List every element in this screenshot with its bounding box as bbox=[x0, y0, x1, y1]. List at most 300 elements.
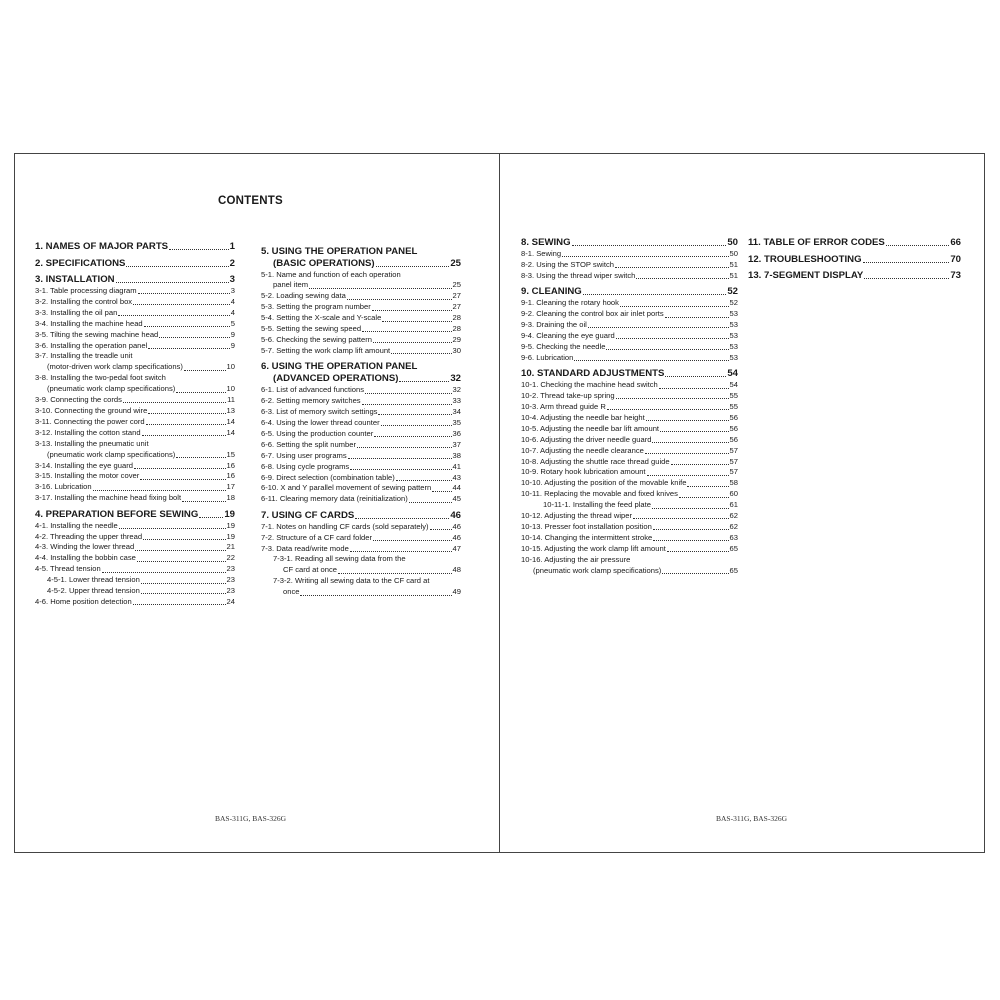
toc-entry bbox=[261, 587, 461, 598]
toc-entry-title: CF card at once bbox=[283, 565, 338, 575]
toc-page-number: 37 bbox=[452, 439, 461, 449]
toc-section-entry bbox=[261, 258, 461, 270]
toc-entry bbox=[521, 424, 738, 435]
toc-entry-title: (pneumatic work clamp specifications) bbox=[47, 449, 176, 459]
toc-entry-title: 7-3-2. Writing all sewing data to the CF card at bbox=[273, 576, 430, 586]
toc-page-number: 55 bbox=[729, 391, 738, 401]
toc-entry-title: 6-1. List of advanced functions bbox=[261, 385, 365, 395]
dot-leader bbox=[374, 436, 451, 437]
toc-entry-title: 7-1. Notes on handling CF cards (sold separately) bbox=[261, 521, 429, 531]
dot-leader bbox=[647, 475, 729, 476]
toc-page-number: 65 bbox=[729, 543, 738, 553]
toc-entry bbox=[521, 500, 738, 511]
dot-leader bbox=[373, 342, 452, 343]
toc-section-entry bbox=[35, 509, 235, 521]
toc-column-2 bbox=[261, 241, 461, 598]
toc-page-number: 53 bbox=[729, 352, 738, 362]
toc-entry bbox=[261, 396, 461, 407]
dot-leader bbox=[142, 435, 226, 436]
dot-leader bbox=[176, 457, 225, 458]
toc-entry-title: (pneumatic work clamp specifications) bbox=[533, 565, 662, 575]
dot-leader bbox=[662, 573, 728, 574]
toc-entry bbox=[261, 554, 461, 565]
toc-page-number: 28 bbox=[452, 324, 461, 334]
toc-page-number: 60 bbox=[729, 489, 738, 499]
toc-page-number: 16 bbox=[226, 460, 235, 470]
toc-entry-title: (ADVANCED OPERATIONS) bbox=[273, 373, 399, 385]
toc-entry-title: 6-5. Using the production counter bbox=[261, 428, 374, 438]
toc-entry bbox=[35, 406, 235, 417]
dot-leader bbox=[169, 249, 229, 250]
dot-leader bbox=[864, 278, 949, 279]
toc-entry bbox=[261, 346, 461, 357]
toc-entry bbox=[261, 335, 461, 346]
toc-page-number: 36 bbox=[452, 428, 461, 438]
toc-section-entry bbox=[521, 286, 738, 298]
dot-leader bbox=[362, 331, 451, 332]
toc-page-number: 56 bbox=[729, 423, 738, 433]
dot-leader bbox=[396, 480, 452, 481]
toc-page-number: 51 bbox=[729, 259, 738, 269]
toc-entry-title: 3-16. Lubrication bbox=[35, 482, 92, 492]
dot-leader bbox=[430, 529, 452, 530]
toc-entry bbox=[521, 467, 738, 478]
dot-leader bbox=[373, 540, 452, 541]
toc-entry-title: 1. NAMES OF MAJOR PARTS bbox=[35, 241, 169, 252]
toc-section-entry bbox=[35, 274, 235, 286]
dot-leader bbox=[365, 393, 452, 394]
toc-entry-title: 7. USING CF CARDS bbox=[261, 509, 355, 521]
toc-entry-title: 9. CLEANING bbox=[521, 286, 582, 298]
toc-page-number: 29 bbox=[452, 334, 461, 344]
toc-entry-title: 10-5. Adjusting the needle bar lift amount bbox=[521, 423, 660, 433]
dot-leader bbox=[118, 315, 229, 316]
dot-leader bbox=[652, 442, 728, 443]
toc-entry bbox=[35, 597, 235, 608]
toc-entry bbox=[521, 342, 738, 353]
dot-leader bbox=[606, 349, 728, 350]
dot-leader bbox=[184, 370, 226, 371]
dot-leader bbox=[141, 583, 226, 584]
toc-page-number: 10 bbox=[226, 384, 235, 394]
toc-entry-title: 6-2. Setting memory switches bbox=[261, 396, 361, 406]
toc-entry bbox=[261, 473, 461, 484]
toc-section-entry bbox=[35, 258, 235, 270]
dot-leader bbox=[391, 353, 451, 354]
toc-entry bbox=[261, 483, 461, 494]
toc-page-number: 53 bbox=[729, 330, 738, 340]
toc-entry bbox=[35, 471, 235, 482]
dot-leader bbox=[133, 604, 226, 605]
toc-entry-title: 11. TABLE OF ERROR CODES bbox=[748, 237, 885, 248]
dot-leader bbox=[646, 420, 729, 421]
toc-section-entry bbox=[521, 237, 738, 249]
toc-entry bbox=[261, 440, 461, 451]
dot-leader bbox=[135, 550, 225, 551]
toc-page-number: 46 bbox=[452, 521, 461, 531]
toc-column-1 bbox=[35, 241, 235, 608]
toc-entry-title: 10-11-1. Installing the feed plate bbox=[543, 500, 651, 510]
toc-entry-title: 4-5-2. Upper thread tension bbox=[47, 586, 140, 596]
toc-page-number: 50 bbox=[729, 249, 738, 258]
toc-entry-title: 3-17. Installing the machine head fixing bolt bbox=[35, 493, 182, 503]
toc-page-number: 14 bbox=[226, 416, 235, 426]
toc-entry bbox=[35, 450, 235, 461]
dot-leader bbox=[357, 447, 452, 448]
toc-entry bbox=[521, 249, 738, 260]
toc-section-entry bbox=[521, 368, 738, 380]
toc-entry bbox=[261, 280, 461, 291]
dot-leader bbox=[141, 593, 226, 594]
dot-leader bbox=[667, 551, 729, 552]
toc-page-number: 30 bbox=[452, 345, 461, 355]
toc-page-number: 63 bbox=[729, 532, 738, 542]
dot-leader bbox=[671, 464, 729, 465]
toc-entry-title: 6-10. X and Y parallel movement of sewing pattern bbox=[261, 483, 432, 493]
toc-page-number: 53 bbox=[729, 320, 738, 330]
toc-entry bbox=[35, 439, 235, 450]
toc-page-number: 32 bbox=[450, 373, 461, 385]
toc-entry-title: 4. PREPARATION BEFORE SEWING bbox=[35, 508, 199, 520]
footer-model: BAS-311G, BAS-326G bbox=[215, 814, 286, 823]
toc-entry bbox=[35, 575, 235, 586]
toc-entry-title: 5-5. Setting the sewing speed bbox=[261, 324, 362, 334]
toc-entry-title: 7-3-1. Reading all sewing data from the bbox=[273, 554, 406, 564]
dot-leader bbox=[133, 304, 230, 305]
toc-entry bbox=[35, 297, 235, 308]
toc-page-number: 52 bbox=[729, 298, 738, 308]
toc-entry bbox=[261, 313, 461, 324]
dot-leader bbox=[123, 402, 226, 403]
toc-entry-title: 10-12. Adjusting the thread wiper bbox=[521, 511, 633, 521]
toc-entry-title: 6-8. Using cycle programs bbox=[261, 461, 350, 471]
dot-leader bbox=[300, 595, 451, 596]
toc-entry bbox=[521, 353, 738, 364]
toc-page-number: 3 bbox=[229, 274, 235, 285]
toc-section-entry bbox=[261, 510, 461, 522]
toc-entry-title: 9-4. Cleaning the eye guard bbox=[521, 330, 615, 340]
toc-entry-title: 8. SEWING bbox=[521, 237, 571, 248]
toc-entry bbox=[261, 324, 461, 335]
toc-entry bbox=[261, 522, 461, 533]
toc-entry-title: 9-6. Lubrication bbox=[521, 352, 574, 362]
toc-entry bbox=[35, 564, 235, 575]
toc-page-number: 51 bbox=[729, 270, 738, 280]
toc-entry-title: 5-2. Loading sewing data bbox=[261, 291, 346, 301]
toc-entry-title: 3-8. Installing the two-pedal foot switch bbox=[35, 373, 166, 383]
toc-page-number: 19 bbox=[224, 508, 235, 520]
toc-section-entry bbox=[748, 237, 961, 249]
toc-page-number: 25 bbox=[450, 257, 461, 269]
toc-page-number: 56 bbox=[729, 434, 738, 444]
toc-entry bbox=[521, 331, 738, 342]
toc-section-entry bbox=[35, 241, 235, 253]
toc-page-number: 23 bbox=[226, 586, 235, 596]
toc-page-number: 14 bbox=[226, 427, 235, 437]
dot-leader bbox=[119, 528, 226, 529]
toc-section-entry bbox=[261, 246, 461, 258]
toc-entry bbox=[35, 542, 235, 553]
toc-entry-title: (BASIC OPERATIONS) bbox=[273, 257, 375, 269]
toc-page-number: 33 bbox=[452, 396, 461, 406]
toc-page-number: 55 bbox=[729, 401, 738, 411]
toc-entry bbox=[521, 298, 738, 309]
toc-section-entry bbox=[261, 361, 461, 373]
toc-entry bbox=[261, 418, 461, 429]
toc-page-number: 53 bbox=[729, 309, 738, 319]
toc-column-3 bbox=[521, 237, 738, 576]
toc-entry bbox=[35, 417, 235, 428]
dot-leader bbox=[620, 306, 729, 307]
toc-page-number: 43 bbox=[452, 472, 461, 482]
dot-leader bbox=[126, 266, 228, 267]
dot-leader bbox=[409, 502, 452, 503]
toc-entry-title: 3-15. Installing the motor cover bbox=[35, 471, 140, 481]
toc-entry-title: 3-3. Installing the oil pan bbox=[35, 307, 118, 317]
toc-entry-title: 13. 7-SEGMENT DISPLAY bbox=[748, 270, 864, 281]
toc-entry bbox=[261, 407, 461, 418]
toc-entry bbox=[35, 373, 235, 384]
toc-entry bbox=[261, 291, 461, 302]
dot-leader bbox=[633, 518, 729, 519]
toc-entry-title: 3-13. Installing the pneumatic unit bbox=[35, 438, 149, 448]
toc-entry bbox=[521, 271, 738, 282]
toc-entry bbox=[35, 362, 235, 373]
toc-page-number: 52 bbox=[727, 286, 738, 298]
dot-leader bbox=[615, 267, 729, 268]
dot-leader bbox=[102, 572, 226, 573]
toc-entry-title: 6. USING THE OPERATION PANEL bbox=[261, 361, 418, 373]
toc-entry-title: 3-11. Connecting the power cord bbox=[35, 416, 145, 426]
toc-entry bbox=[521, 478, 738, 489]
toc-page-number: 19 bbox=[226, 531, 235, 541]
dot-leader bbox=[665, 376, 726, 377]
toc-page-number: 24 bbox=[226, 596, 235, 606]
toc-page-number: 38 bbox=[452, 450, 461, 460]
toc-entry bbox=[35, 319, 235, 330]
dot-leader bbox=[338, 573, 452, 574]
toc-entry bbox=[521, 489, 738, 500]
toc-entry-title: 9-3. Draining the oil bbox=[521, 320, 587, 330]
toc-entry-title: 4-1. Installing the needle bbox=[35, 520, 118, 530]
dot-leader bbox=[665, 317, 729, 318]
dot-leader bbox=[659, 388, 729, 389]
toc-page-number: 35 bbox=[452, 417, 461, 427]
toc-entry-title: 10-9. Rotary hook lubrication amount bbox=[521, 467, 646, 477]
dot-leader bbox=[376, 266, 450, 267]
toc-entry-title: 3-2. Installing the control box bbox=[35, 296, 133, 306]
toc-entry bbox=[261, 302, 461, 313]
dot-leader bbox=[176, 392, 225, 393]
toc-page-number: 50 bbox=[727, 237, 738, 248]
toc-page-number: 46 bbox=[450, 509, 461, 521]
toc-entry-title: 3-10. Connecting the ground wire bbox=[35, 405, 148, 415]
toc-page-number: 49 bbox=[452, 587, 461, 597]
toc-entry-title: 10-4. Adjusting the needle bar height bbox=[521, 412, 645, 422]
toc-entry-title: 4-5-1. Lower thread tension bbox=[47, 575, 140, 585]
toc-entry-title: 4-3. Winding the lower thread bbox=[35, 542, 135, 552]
dot-leader bbox=[347, 299, 452, 300]
dot-leader bbox=[348, 458, 452, 459]
dot-leader bbox=[355, 518, 449, 519]
toc-entry-title: 5-7. Setting the work clamp lift amount bbox=[261, 345, 391, 355]
toc-entry bbox=[35, 330, 235, 341]
dot-leader bbox=[309, 288, 452, 289]
toc-page-number: 23 bbox=[226, 575, 235, 585]
dot-leader bbox=[572, 245, 727, 246]
toc-page-number: 28 bbox=[452, 313, 461, 323]
toc-page-number: 47 bbox=[452, 543, 461, 553]
toc-entry-title: 10-14. Changing the intermittent stroke bbox=[521, 532, 653, 542]
toc-entry-title: 6-9. Direct selection (combination table) bbox=[261, 472, 395, 482]
toc-entry-title: (pneumatic work clamp specifications) bbox=[47, 384, 176, 394]
toc-page-number: 57 bbox=[729, 467, 738, 477]
toc-entry-title: 3-7. Installing the treadle unit bbox=[35, 351, 133, 361]
toc-entry-title: 10-1. Checking the machine head switch bbox=[521, 380, 658, 390]
toc-entry-title: 10-15. Adjusting the work clamp lift amount bbox=[521, 543, 666, 553]
toc-entry bbox=[35, 308, 235, 319]
dot-leader bbox=[134, 468, 226, 469]
toc-entry-title: once bbox=[283, 587, 300, 597]
dot-leader bbox=[93, 490, 226, 491]
dot-leader bbox=[350, 551, 452, 552]
dot-leader bbox=[116, 282, 229, 283]
dot-leader bbox=[863, 262, 950, 263]
dot-leader bbox=[574, 360, 728, 361]
contents-title: CONTENTS bbox=[218, 195, 283, 207]
toc-page-number: 46 bbox=[452, 532, 461, 542]
dot-leader bbox=[182, 501, 225, 502]
toc-entry bbox=[35, 493, 235, 504]
toc-entry-title: 5-4. Setting the X-scale and Y-scale bbox=[261, 313, 382, 323]
toc-page-number: 27 bbox=[452, 302, 461, 312]
toc-entry bbox=[521, 555, 738, 566]
dot-leader bbox=[653, 529, 729, 530]
toc-entry bbox=[35, 532, 235, 543]
toc-entry bbox=[261, 544, 461, 555]
toc-entry bbox=[521, 566, 738, 577]
toc-entry-title: 5-3. Setting the program number bbox=[261, 302, 371, 312]
toc-page-number: 4 bbox=[230, 307, 235, 317]
toc-entry-title: 9-1. Cleaning the rotary hook bbox=[521, 298, 619, 308]
toc-entry-title: 10-3. Arm thread guide R bbox=[521, 401, 606, 411]
toc-entry-title: 7-2. Structure of a CF card folder bbox=[261, 532, 372, 542]
toc-entry bbox=[35, 482, 235, 493]
dot-leader bbox=[140, 479, 225, 480]
toc-entry-title: 10. STANDARD ADJUSTMENTS bbox=[521, 368, 665, 380]
toc-entry-title: 3-1. Table processing diagram bbox=[35, 286, 137, 295]
toc-page-number: 44 bbox=[452, 483, 461, 493]
dot-leader bbox=[382, 321, 451, 322]
toc-page-number: 21 bbox=[226, 542, 235, 552]
toc-entry-title: 3-12. Installing the cotton stand bbox=[35, 427, 141, 437]
toc-page-number: 70 bbox=[950, 253, 961, 265]
toc-entry-title: 3-9. Connecting the cords bbox=[35, 395, 122, 405]
toc-section-entry bbox=[748, 270, 961, 282]
toc-entry-title: 4-6. Home position detection bbox=[35, 596, 132, 606]
toc-entry-title: 5. USING THE OPERATION PANEL bbox=[261, 245, 418, 257]
toc-entry-title: 10-6. Adjusting the driver needle guard bbox=[521, 434, 652, 444]
toc-page-number: 22 bbox=[226, 553, 235, 563]
toc-entry-title: 12. TROUBLESHOOTING bbox=[748, 253, 862, 265]
dot-leader bbox=[378, 414, 451, 415]
toc-page-number: 56 bbox=[729, 412, 738, 422]
toc-entry-title: 4-4. Installing the bobbin case bbox=[35, 553, 136, 563]
toc-entry-title: 3-14. Installing the eye guard bbox=[35, 460, 133, 470]
toc-entry bbox=[521, 544, 738, 555]
toc-entry bbox=[521, 533, 738, 544]
toc-entry-title: 3. INSTALLATION bbox=[35, 274, 115, 285]
toc-entry-title: 10-10. Adjusting the position of the movable knife bbox=[521, 478, 687, 488]
toc-entry-title: 4-2. Threading the upper thread bbox=[35, 531, 143, 541]
dot-leader bbox=[886, 245, 950, 246]
toc-entry bbox=[521, 309, 738, 320]
toc-entry-title: 10-2. Thread take-up spring bbox=[521, 391, 615, 401]
dot-leader bbox=[616, 338, 729, 339]
toc-page-number: 16 bbox=[226, 471, 235, 481]
dot-leader bbox=[137, 561, 226, 562]
dot-leader bbox=[138, 293, 230, 294]
dot-leader bbox=[199, 517, 223, 518]
toc-entry bbox=[35, 395, 235, 406]
toc-entry-title: panel item bbox=[273, 280, 309, 290]
toc-entry bbox=[261, 533, 461, 544]
right-page bbox=[499, 153, 985, 853]
toc-page-number: 32 bbox=[452, 385, 461, 395]
toc-entry-title: 6-7. Using user programs bbox=[261, 450, 347, 460]
dot-leader bbox=[148, 348, 229, 349]
toc-page-number: 1 bbox=[229, 241, 235, 252]
toc-section-entry bbox=[261, 373, 461, 385]
toc-page-number: 53 bbox=[729, 341, 738, 351]
toc-entry bbox=[521, 446, 738, 457]
toc-entry-title: 10-16. Adjusting the air pressure bbox=[521, 554, 631, 564]
dot-leader bbox=[636, 278, 728, 279]
toc-entry bbox=[261, 462, 461, 473]
toc-page-number: 15 bbox=[226, 449, 235, 459]
toc-entry bbox=[261, 429, 461, 440]
toc-page-number: 57 bbox=[729, 456, 738, 466]
toc-entry bbox=[261, 270, 461, 281]
toc-page-number: 23 bbox=[226, 564, 235, 574]
dot-leader bbox=[583, 294, 727, 295]
toc-entry bbox=[261, 451, 461, 462]
toc-entry bbox=[521, 402, 738, 413]
toc-entry bbox=[521, 320, 738, 331]
toc-entry bbox=[521, 380, 738, 391]
toc-entry-title: (motor-driven work clamp specifications) bbox=[47, 362, 183, 372]
dot-leader bbox=[588, 327, 729, 328]
toc-page-number: 2 bbox=[229, 257, 235, 269]
footer-model: BAS-311G, BAS-326G bbox=[716, 814, 787, 823]
dot-leader bbox=[562, 256, 728, 257]
toc-entry-title: 3-4. Installing the machine head bbox=[35, 318, 143, 328]
toc-page-number: 62 bbox=[729, 511, 738, 521]
toc-entry-title: 10-13. Presser foot installation position bbox=[521, 521, 652, 531]
toc-entry bbox=[261, 576, 461, 587]
toc-page-number: 17 bbox=[226, 482, 235, 492]
toc-entry bbox=[521, 391, 738, 402]
dot-leader bbox=[143, 539, 225, 540]
toc-entry bbox=[35, 428, 235, 439]
toc-page-number: 34 bbox=[452, 407, 461, 417]
toc-entry bbox=[521, 511, 738, 522]
toc-entry-title: 8-2. Using the STOP switch bbox=[521, 259, 614, 269]
dot-leader bbox=[653, 540, 728, 541]
dot-leader bbox=[372, 310, 452, 311]
dot-leader bbox=[645, 453, 729, 454]
toc-entry-title: 10-7. Adjusting the needle clearance bbox=[521, 445, 644, 455]
